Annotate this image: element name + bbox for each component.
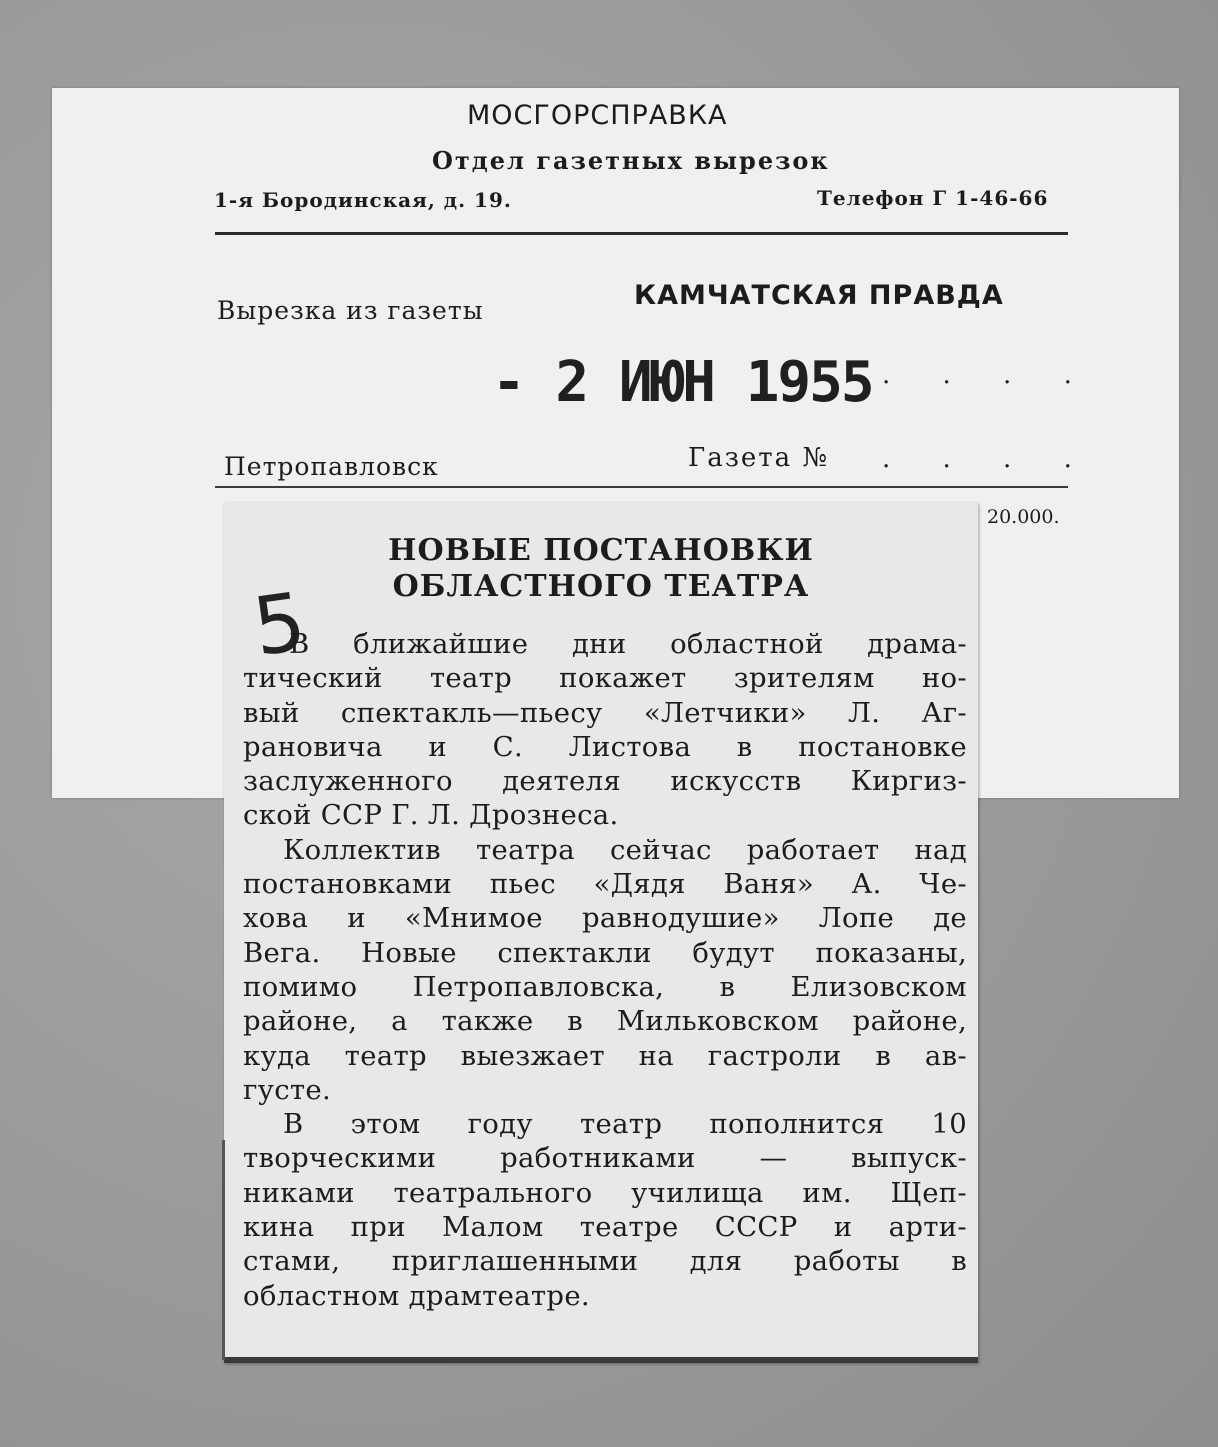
text-line: Вега. Новые спектакли будут показаны,	[243, 936, 967, 969]
text-line: В этом году театр пополнится 10	[283, 1108, 967, 1141]
text-line: стами, приглашенными для работы в	[243, 1245, 967, 1278]
text-line: хова и «Мнимое равнодушие» Лопе де	[243, 902, 967, 935]
text-line: Коллектив театра сейчас работает над	[283, 833, 967, 866]
headline-line: НОВЫЕ ПОСТАНОВКИ	[388, 533, 814, 568]
org-name: МОСГОРСПРАВКА	[467, 100, 728, 131]
text-line: творческими работниками — выпуск-	[243, 1142, 967, 1175]
text-line: постановками пьес «Дядя Ваня» А. Че-	[243, 868, 967, 901]
text-line: областном драмтеатре.	[243, 1279, 590, 1312]
department-name: Отдел газетных вырезок	[432, 146, 830, 175]
text-line: вый спектакль—пьесу «Летчики» Л. Аг-	[243, 696, 967, 729]
number-dots: . . . .	[882, 444, 1094, 474]
text-line: никами театрального училища им. Щеп-	[243, 1176, 967, 1209]
phone: Телефон Г 1-46-66	[817, 186, 1049, 210]
text-line: районе, а также в Мильковском районе,	[243, 1005, 967, 1038]
handwritten-mark: 5	[247, 574, 312, 675]
headline	[224, 533, 978, 605]
form-identifier: 20.000.	[987, 506, 1060, 528]
date-stamp: - 2 ИЮН 1955	[492, 350, 873, 415]
text-line: тический театр покажет зрителям но-	[243, 662, 967, 695]
date-dots: . . . .	[882, 360, 1094, 390]
text-line: В ближайшие дни областной драма-	[289, 628, 967, 660]
clipping-edge	[224, 1357, 978, 1363]
address: 1-я Бородинская, д. 19.	[214, 188, 512, 212]
article-body	[243, 627, 967, 1313]
newspaper-name: КАМЧАТСКАЯ ПРАВДА	[634, 280, 1004, 311]
text-line: куда театр выезжает на гастроли в ав-	[243, 1039, 967, 1072]
clipping-label: Вырезка из газеты	[217, 296, 484, 325]
text-line: рановича и С. Листова в постановке	[243, 730, 967, 763]
headline-line: ОБЛАСТНОГО ТЕАТРА	[392, 569, 810, 604]
text-line: помимо Петропавловска, в Елизовском	[243, 970, 967, 1003]
text-line: ской ССР Г. Л. Дрознеса.	[243, 799, 619, 832]
clipping-edge	[222, 1140, 225, 1360]
gazeta-number-label: Газета №	[688, 443, 830, 473]
divider	[215, 486, 1068, 488]
city: Петропавловск	[224, 452, 439, 481]
text-line: кина при Малом театре СССР и арти-	[243, 1211, 967, 1244]
text-line: густе.	[243, 1073, 332, 1106]
newspaper-clipping	[224, 503, 978, 1363]
text-line: заслуженного деятеля искусств Киргиз-	[243, 765, 967, 798]
divider	[215, 232, 1068, 235]
